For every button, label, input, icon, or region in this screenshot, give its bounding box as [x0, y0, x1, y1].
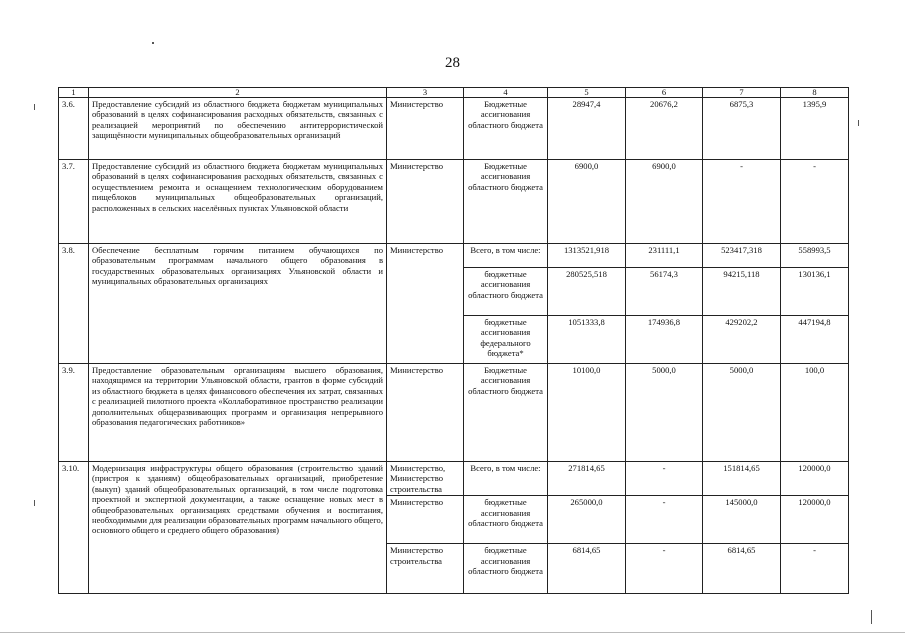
table-row [59, 244, 849, 268]
value-year-1: - [626, 462, 703, 496]
budget-table [58, 87, 849, 594]
header-cell: 5 [548, 88, 626, 98]
responsible-executor: Министерство [387, 244, 464, 364]
scan-mark [871, 610, 872, 624]
funding-source: бюджетные ассигнования областного бюджета [464, 496, 548, 544]
funding-source: бюджетные ассигнования областного бюджета [464, 268, 548, 316]
row-number: 3.6. [59, 98, 89, 160]
value-total: 6900,0 [548, 160, 626, 244]
value-year-2: 6814,65 [703, 544, 781, 594]
funding-source: Бюджетные ассигнования областного бюджета [464, 160, 548, 244]
value-year-3: 130136,1 [781, 268, 849, 316]
header-cell: 1 [59, 88, 89, 98]
page-number: 28 [445, 55, 460, 71]
value-year-2: 523417,318 [703, 244, 781, 268]
header-cell: 4 [464, 88, 548, 98]
value-year-3: 1395,9 [781, 98, 849, 160]
value-year-2: 429202,2 [703, 316, 781, 364]
value-total: 271814,65 [548, 462, 626, 496]
header-cell: 3 [387, 88, 464, 98]
value-year-1: - [626, 544, 703, 594]
value-total: 1313521,918 [548, 244, 626, 268]
header-cell: 8 [781, 88, 849, 98]
header-cell: 7 [703, 88, 781, 98]
table-row [59, 98, 849, 160]
scan-mark [858, 120, 859, 126]
table-row [59, 364, 849, 462]
funding-source: Всего, в том числе: [464, 462, 548, 496]
value-year-3: 447194,8 [781, 316, 849, 364]
value-year-2: 6875,3 [703, 98, 781, 160]
header-cell: 6 [626, 88, 703, 98]
measure-description: Предоставление субсидий из областного бюджета бюджетам муниципальных образований в целях софинансирования расходных обязательств, связанных с осуществлением ремонта и оснащением технологическим оборудованием пищеблоков муниципальных общеобразовательных организаций, расположенных в сельских населённых пунктах Ульяновской области [89, 160, 387, 244]
row-number: 3.8. [59, 244, 89, 364]
value-year-3: - [781, 544, 849, 594]
row-number: 3.9. [59, 364, 89, 462]
value-year-2: 5000,0 [703, 364, 781, 462]
value-total: 280525,518 [548, 268, 626, 316]
row-number: 3.10. [59, 462, 89, 594]
value-year-2: - [703, 160, 781, 244]
value-year-3: - [781, 160, 849, 244]
scan-mark [34, 500, 35, 506]
value-total: 10100,0 [548, 364, 626, 462]
value-total: 28947,4 [548, 98, 626, 160]
value-year-1: 5000,0 [626, 364, 703, 462]
responsible-executor: Министерство [387, 98, 464, 160]
value-year-1: - [626, 496, 703, 544]
scan-mark [152, 42, 154, 44]
row-number: 3.7. [59, 160, 89, 244]
funding-source: бюджетные ассигнования областного бюджета [464, 544, 548, 594]
scan-mark [34, 104, 35, 110]
measure-description: Обеспечение бесплатным горячим питанием обучающихся по образовательным программам начального общего образования в государственных образовательных организациях Ульяновской области и муниципальных образовательных организациях [89, 244, 387, 364]
value-year-2: 94215,118 [703, 268, 781, 316]
value-year-1: 174936,8 [626, 316, 703, 364]
value-year-3: 120000,0 [781, 496, 849, 544]
funding-source: Бюджетные ассигнования областного бюджета [464, 364, 548, 462]
value-year-3: 558993,5 [781, 244, 849, 268]
value-total: 6814,65 [548, 544, 626, 594]
table-row [59, 160, 849, 244]
value-year-1: 231111,1 [626, 244, 703, 268]
header-cell: 2 [89, 88, 387, 98]
responsible-executor: Министерство, Министерство строительства [387, 462, 464, 496]
value-year-1: 6900,0 [626, 160, 703, 244]
responsible-executor: Министерство [387, 160, 464, 244]
responsible-executor: Министерство строительства [387, 544, 464, 594]
value-year-2: 145000,0 [703, 496, 781, 544]
header-row [59, 88, 849, 98]
measure-description: Модернизация инфраструктуры общего образования (строительство зданий (пристроя к зданиям) общеобразовательных организаций, приобретение (выкуп) зданий общеобразовательных организаций, в том числе подготовка проектной и экспертной документации, а также оснащение новых мест в общеобразовательных организациях средствами обучения и воспитания, необходимыми для реализации образовательных программ начального общего, основного общего и среднего общего образования) [89, 462, 387, 594]
scan-mark [0, 632, 905, 633]
measure-description: Предоставление субсидий из областного бюджета бюджетам муниципальных образований в целях софинансирования расходных обязательств, связанных с реализацией мероприятий по обеспечению антитеррористической защищённости муниципальных общеобразовательных организаций [89, 98, 387, 160]
funding-source: бюджетные ассигнования федерального бюджета* [464, 316, 548, 364]
funding-source: Всего, в том числе: [464, 244, 548, 268]
value-year-3: 120000,0 [781, 462, 849, 496]
measure-description: Предоставление образовательным организациям высшего образования, находящимся на территории Ульяновской области, грантов в форме субсидий из областного бюджета в целях финансового обеспечения их затрат, связанных с реализацией пилотного проекта «Коллаборативное пространство реализации дополнительных общеразвивающих программ и организация непрерывного образования педагогических работников» [89, 364, 387, 462]
value-year-1: 20676,2 [626, 98, 703, 160]
value-year-2: 151814,65 [703, 462, 781, 496]
responsible-executor: Министерство [387, 496, 464, 544]
value-year-3: 100,0 [781, 364, 849, 462]
value-total: 1051333,8 [548, 316, 626, 364]
value-total: 265000,0 [548, 496, 626, 544]
table-row [59, 462, 849, 496]
responsible-executor: Министерство [387, 364, 464, 462]
funding-source: Бюджетные ассигнования областного бюджета [464, 98, 548, 160]
value-year-1: 56174,3 [626, 268, 703, 316]
